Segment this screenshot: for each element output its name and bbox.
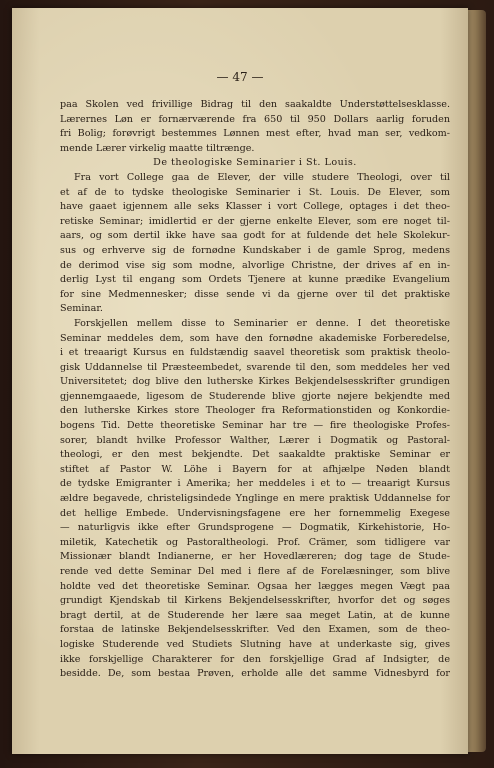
text-line: sorer, blandt hvilke Professor Walther, Lærer i Dogmatik og Pastoral- (60, 434, 450, 446)
text-line: have gaaet igjennem alle seks Klasser i vort College, optages i det theo- (60, 201, 450, 213)
text-line: bogens Tid. Dette theoretiske Seminar har tre — fire theologiske Profes- (60, 420, 450, 432)
text-line: Lærernes Løn er fornærværende fra 650 til 950 Dollars aarlig foruden (60, 113, 450, 125)
text-line: holdte ved det theoretiske Seminar. Ogsaa her lægges megen Vægt paa (60, 580, 450, 592)
body-text (60, 98, 450, 682)
text-line: retiske Seminar; imidlertid er der gjerne enkelte Elever, som ere noget til- (60, 215, 450, 227)
text-line: for sine Medmennesker; disse sende vi da gjerne over til det praktiske (60, 288, 450, 300)
text-line: sus og erhverve sig de fornødne Kundskaber i de gamle Sprog, medens (60, 244, 450, 256)
text-line: besidde. De, som bestaa Prøven, erholde alle det samme Vidnesbyrd for (60, 668, 450, 680)
book-page (12, 8, 468, 754)
text-line: — naturligvis ikke efter Grundsprogene — Dogmatik, Kirkehistorie, Ho- (60, 522, 450, 534)
text-line: Missionær blandt Indianerne, er her Hovedlæreren; dog tage de Stude- (60, 551, 450, 563)
text-line: ældre begavede, christeligsindede Ynglinge en mere praktisk Uddannelse for (60, 493, 450, 505)
text-line: i et treaarigt Kursus en fuldstændig saavel theoretisk som praktisk theolo- (60, 347, 450, 359)
text-line: grundigt Kjendskab til Kirkens Bekjendelsesskrifter, hvorfor det og søges (60, 595, 450, 607)
text-line: Forskjellen mellem disse to Seminarier er denne. I det theoretiske (74, 317, 450, 329)
text-line: aars, og som dertil ikke have saa godt for at fuldende det hele Skolekur- (60, 230, 450, 242)
text-line: mende Lærer virkelig maatte tiltrænge. (60, 142, 255, 154)
text-line: forstaa de latinske Bekjendelsesskrifter. Ved den Examen, som de theo- (60, 624, 450, 636)
text-line: Seminar. (60, 303, 103, 315)
text-line: stiftet af Pastor W. Löhe i Bayern for at afhjælpe Nøden blandt (60, 463, 450, 475)
page-number: — 47 — (216, 70, 264, 84)
text-line: de derimod vise sig som modne, alvorlige Christne, der drives af en in- (60, 259, 450, 271)
text-line: et af de to tydske theologiske Seminarier i St. Louis. De Elever, som (60, 186, 450, 198)
text-line: ikke forskjellige Charakterer for den forskjellige Grad af Indsigter, de (60, 653, 450, 665)
text-line: derlig Lyst til engang som Ordets Tjenere at kunne prædike Evangelium (60, 274, 450, 286)
text-line: det hellige Embede. Undervisningsfagene ere her fornemmelig Exegese (60, 507, 450, 519)
text-line: Seminar meddeles dem, som have den fornødne akademiske Forberedelse, (60, 332, 450, 344)
text-line: gjennemgaaede, ligesom de Studerende blive gjorte nøjere bekjendte med (60, 390, 450, 402)
text-line: bragt dertil, at de Studerende her lære saa meget Latin, at de kunne (60, 609, 450, 621)
section-heading: De theologiske Seminarier i St. Louis. (153, 157, 357, 169)
text-line: paa Skolen ved frivillige Bidrag til den saakaldte Understøttelsesklasse. (60, 99, 450, 110)
text-line: miletik, Katechetik og Pastoraltheologi. Prof. Crämer, som tidligere var (60, 536, 450, 548)
text-line: de tydske Emigranter i Amerika; her meddeles i et to — treaarigt Kursus (60, 478, 450, 490)
text-line: logiske Studerende ved Studiets Slutning have at underkaste sig, gives (60, 638, 450, 650)
text-line: Fra vort College gaa de Elever, der ville studere Theologi, over til (74, 171, 450, 183)
text-line: Universitetet; dog blive den lutherske Kirkes Bekjendelsesskrifter grundigen (60, 376, 450, 388)
text-line: fri Bolig; forøvrigt bestemmes Lønnen mest efter, hvad man ser, vedkom- (60, 128, 450, 140)
text-line: theologi, er den mest bekjendte. Det saakaldte praktiske Seminar er (60, 449, 450, 461)
text-line: gisk Uddannelse til Præsteembedet, svarende til den, som meddeles her ved (60, 361, 450, 373)
text-line: rende ved dette Seminar Del med i flere af de Forelæsninger, som blive (60, 566, 450, 577)
text-line: den lutherske Kirkes store Theologer fra Reformationstiden og Konkordie- (60, 405, 450, 417)
